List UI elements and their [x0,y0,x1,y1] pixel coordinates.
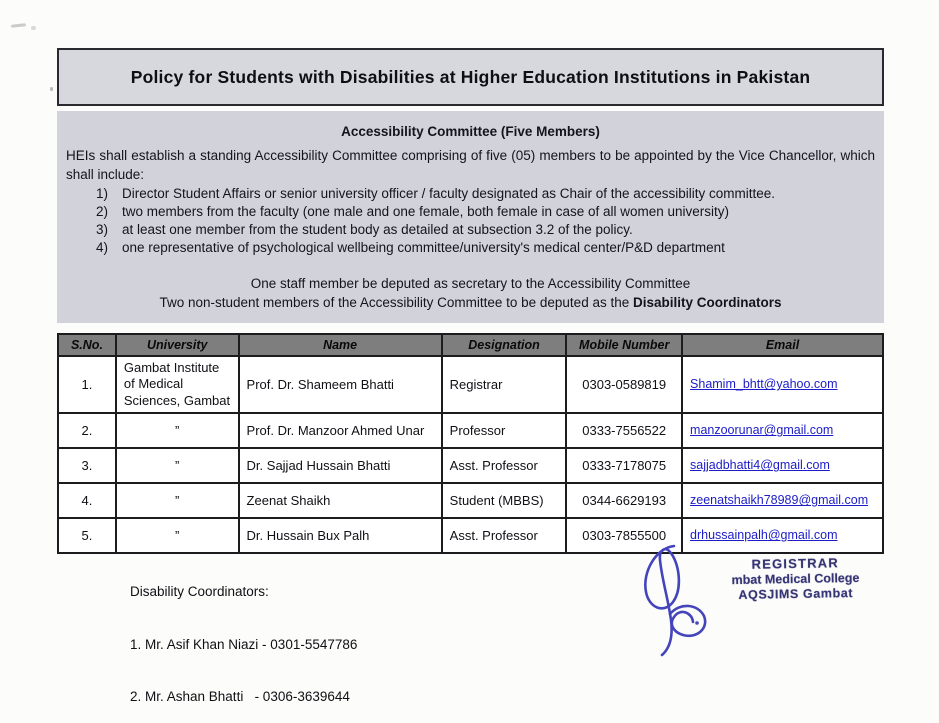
cell-name: Dr. Sajjad Hussain Bhatti [239,448,442,483]
email-link[interactable]: Shamim_bhtt@yahoo.com [690,377,838,392]
email-link[interactable]: zeenatshaikh78989@gmail.com [690,493,869,508]
column-header-mobile: Mobile Number [566,334,682,356]
scan-noise-mark [11,23,26,28]
cell-designation: Asst. Professor [442,448,567,483]
cell-name: Prof. Dr. Shameem Bhatti [239,356,442,413]
cell-designation: Student (MBBS) [442,483,567,518]
note-coordinators-bold: Disability Coordinators [632,294,782,310]
cell-email [682,448,883,483]
list-item-number: 2) [96,204,109,220]
cell-sno: 4. [58,483,116,518]
list-item-text: two members from the faculty (one male and one female, both female in case of all women university) [122,204,730,220]
cell-mobile: 0303-7855500 [566,518,682,553]
cell-designation: Registrar [442,356,567,413]
cell-mobile: 0344-6629193 [566,483,682,518]
list-item [66,203,875,221]
coordinator-entry: 2. Mr. Ashan Bhatti - 0306-3639644 [130,689,350,705]
email-link[interactable]: manzoorunar@gmail.com [690,423,834,438]
email-link[interactable]: drhussainpalh@gmail.com [690,528,838,543]
stamp-institute: AQSJIMS Gambat [738,585,854,602]
table-header-row [58,334,883,356]
list-item [66,239,875,257]
table-row [58,448,883,483]
column-header-sno: S.No. [58,334,116,356]
note-coordinators [66,293,875,312]
scan-noise-mark [31,26,36,30]
column-header-email: Email [682,334,883,356]
cell-university: ” [116,483,239,518]
list-item [66,221,875,239]
list-item-text: at least one member from the student body as detailed at subsection 3.2 of the policy. [122,222,633,238]
table-row [58,483,883,518]
members-table [57,333,884,554]
cell-name: Dr. Hussain Bux Palh [239,518,442,553]
column-header-designation: Designation [442,334,567,356]
list-item-text: one representative of psychological wellbeing committee/university's medical center/P&D department [122,239,725,255]
coordinator-entry: 1. Mr. Asif Khan Niazi - 0301-5547786 [130,636,358,652]
list-item-number: 1) [96,186,109,202]
column-header-name: Name [239,334,442,356]
cell-university: Gambat Institute of Medical Sciences, Gambat [116,356,239,413]
cell-sno: 2. [58,413,116,448]
coordinators-title: Disability Coordinators: [130,584,269,600]
disability-coordinators-block [130,548,357,723]
cell-name: Prof. Dr. Manzoor Ahmed Unar [239,413,442,448]
stamp-college: mbat Medical College [731,570,860,588]
cell-mobile: 0303-0589819 [566,356,682,413]
list-item-number: 4) [96,239,109,255]
table-row [58,413,883,448]
committee-intro: HEIs shall establish a standing Accessibility Committee comprising of five (05) members to be appointed by the Vice Chancellor, which shall include: [66,148,875,183]
committee-heading: Accessibility Committee (Five Members) [341,124,600,139]
cell-name: Zeenat Shaikh [239,483,442,518]
cell-email [682,483,883,518]
cell-sno: 1. [58,356,116,413]
cell-designation: Professor [442,413,567,448]
note-coordinators-text: Two non-student members of the Accessibility Committee to be deputed as the [159,294,633,310]
cell-designation: Asst. Professor [442,518,567,553]
table-row [58,356,883,413]
registrar-stamp [708,554,884,602]
note-secretary: One staff member be deputed as secretary to the Accessibility Committee [250,275,691,291]
cell-mobile: 0333-7556522 [566,413,682,448]
list-item [66,185,875,203]
cell-email [682,356,883,413]
cell-sno: 5. [58,518,116,553]
email-link[interactable]: sajjadbhatti4@gmail.com [690,458,830,473]
cell-university: ” [116,448,239,483]
cell-mobile: 0333-7178075 [566,448,682,483]
stamp-title: REGISTRAR [751,555,840,572]
column-header-university: University [116,334,239,356]
committee-member-list [66,185,875,256]
document-title-box [57,48,884,106]
scan-noise-mark [50,87,53,91]
cell-email [682,413,883,448]
list-item-number: 3) [96,222,109,238]
committee-panel [57,111,884,323]
page-title: Policy for Students with Disabilities at Higher Education Institutions in Pakistan [130,66,811,87]
cell-university: ” [116,518,239,553]
cell-sno: 3. [58,448,116,483]
list-item-text: Director Student Affairs or senior university officer / faculty designated as Chair of the accessibility committee. [122,186,776,202]
cell-university: ” [116,413,239,448]
